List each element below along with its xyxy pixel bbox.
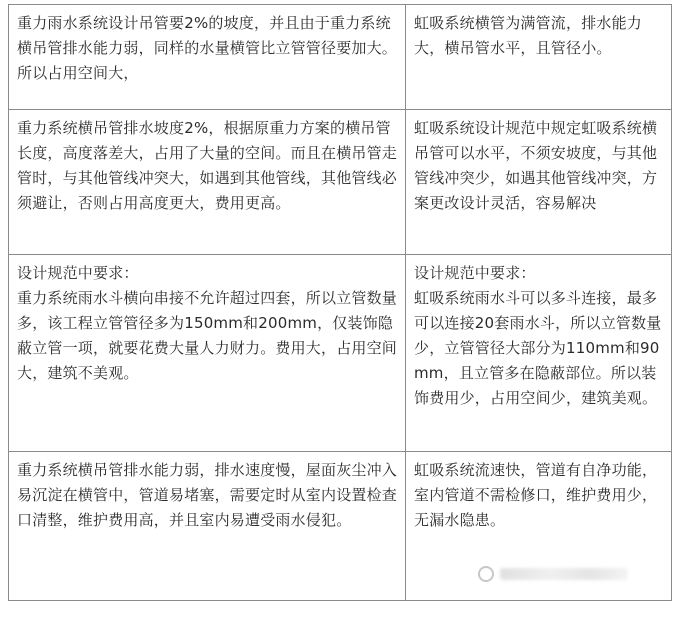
gravity-system-cell: 重力雨水系统设计吊管要2%的坡度，并且由于重力系统横吊管排水能力弱，同样的水量横管比立管管径要加大。所以占用空间大， <box>9 5 406 109</box>
watermark-blur <box>500 568 628 580</box>
table-row <box>9 255 671 452</box>
table-row <box>9 5 671 110</box>
siphon-system-cell: 设计规范中要求： 虹吸系统雨水斗可以多斗连接，最多可以连接20套雨水斗，所以立管数量少，立管管径大部分为110mm和90mm，且立管多在隐蔽部位。所以装饰费用少，占用空间少，建筑美观。 <box>414 264 662 407</box>
siphon-system-cell: 虹吸系统流速快，管道有自净功能，室内管道不需检修口，维护费用少，无漏水隐患。 <box>414 461 658 529</box>
watermark-logo-icon <box>478 566 494 582</box>
comparison-table <box>8 4 672 601</box>
gravity-system-cell: 重力系统横吊管排水能力弱，排水速度慢，屋面灰尘冲入易沉淀在横管中，管道易堵塞，需要定时从室内设置检查口清整，维护费用高，并且室内易遭受雨水侵犯。 <box>9 452 406 600</box>
blurred-watermark <box>478 562 628 586</box>
siphon-system-cell: 虹吸系统设计规范中规定虹吸系统横吊管可以水平，不须安坡度，与其他管线冲突少，如遇其他管线冲突，方案更改设计灵活，容易解决 <box>414 119 658 212</box>
gravity-system-cell: 设计规范中要求： 重力系统雨水斗横向串接不允许超过四套，所以立管数量多，该工程立管管径多为150mm和200mm，仅装饰隐蔽立管一项，就要花费大量人力财力。费用大，占用空间大，建筑不美观。 <box>9 255 406 451</box>
gravity-system-cell: 重力系统横吊管排水坡度2%，根据原重力方案的横吊管长度，高度落差大，占用了大量的空间。而且在横吊管走管时，与其他管线冲突大，如遇到其他管线，其他管线必须避让，否则占用高度更大，费用更高。 <box>9 110 406 254</box>
siphon-system-cell: 虹吸系统横管为满管流，排水能力大，横吊管水平，且管径小。 <box>414 14 643 57</box>
table-row <box>9 110 671 255</box>
